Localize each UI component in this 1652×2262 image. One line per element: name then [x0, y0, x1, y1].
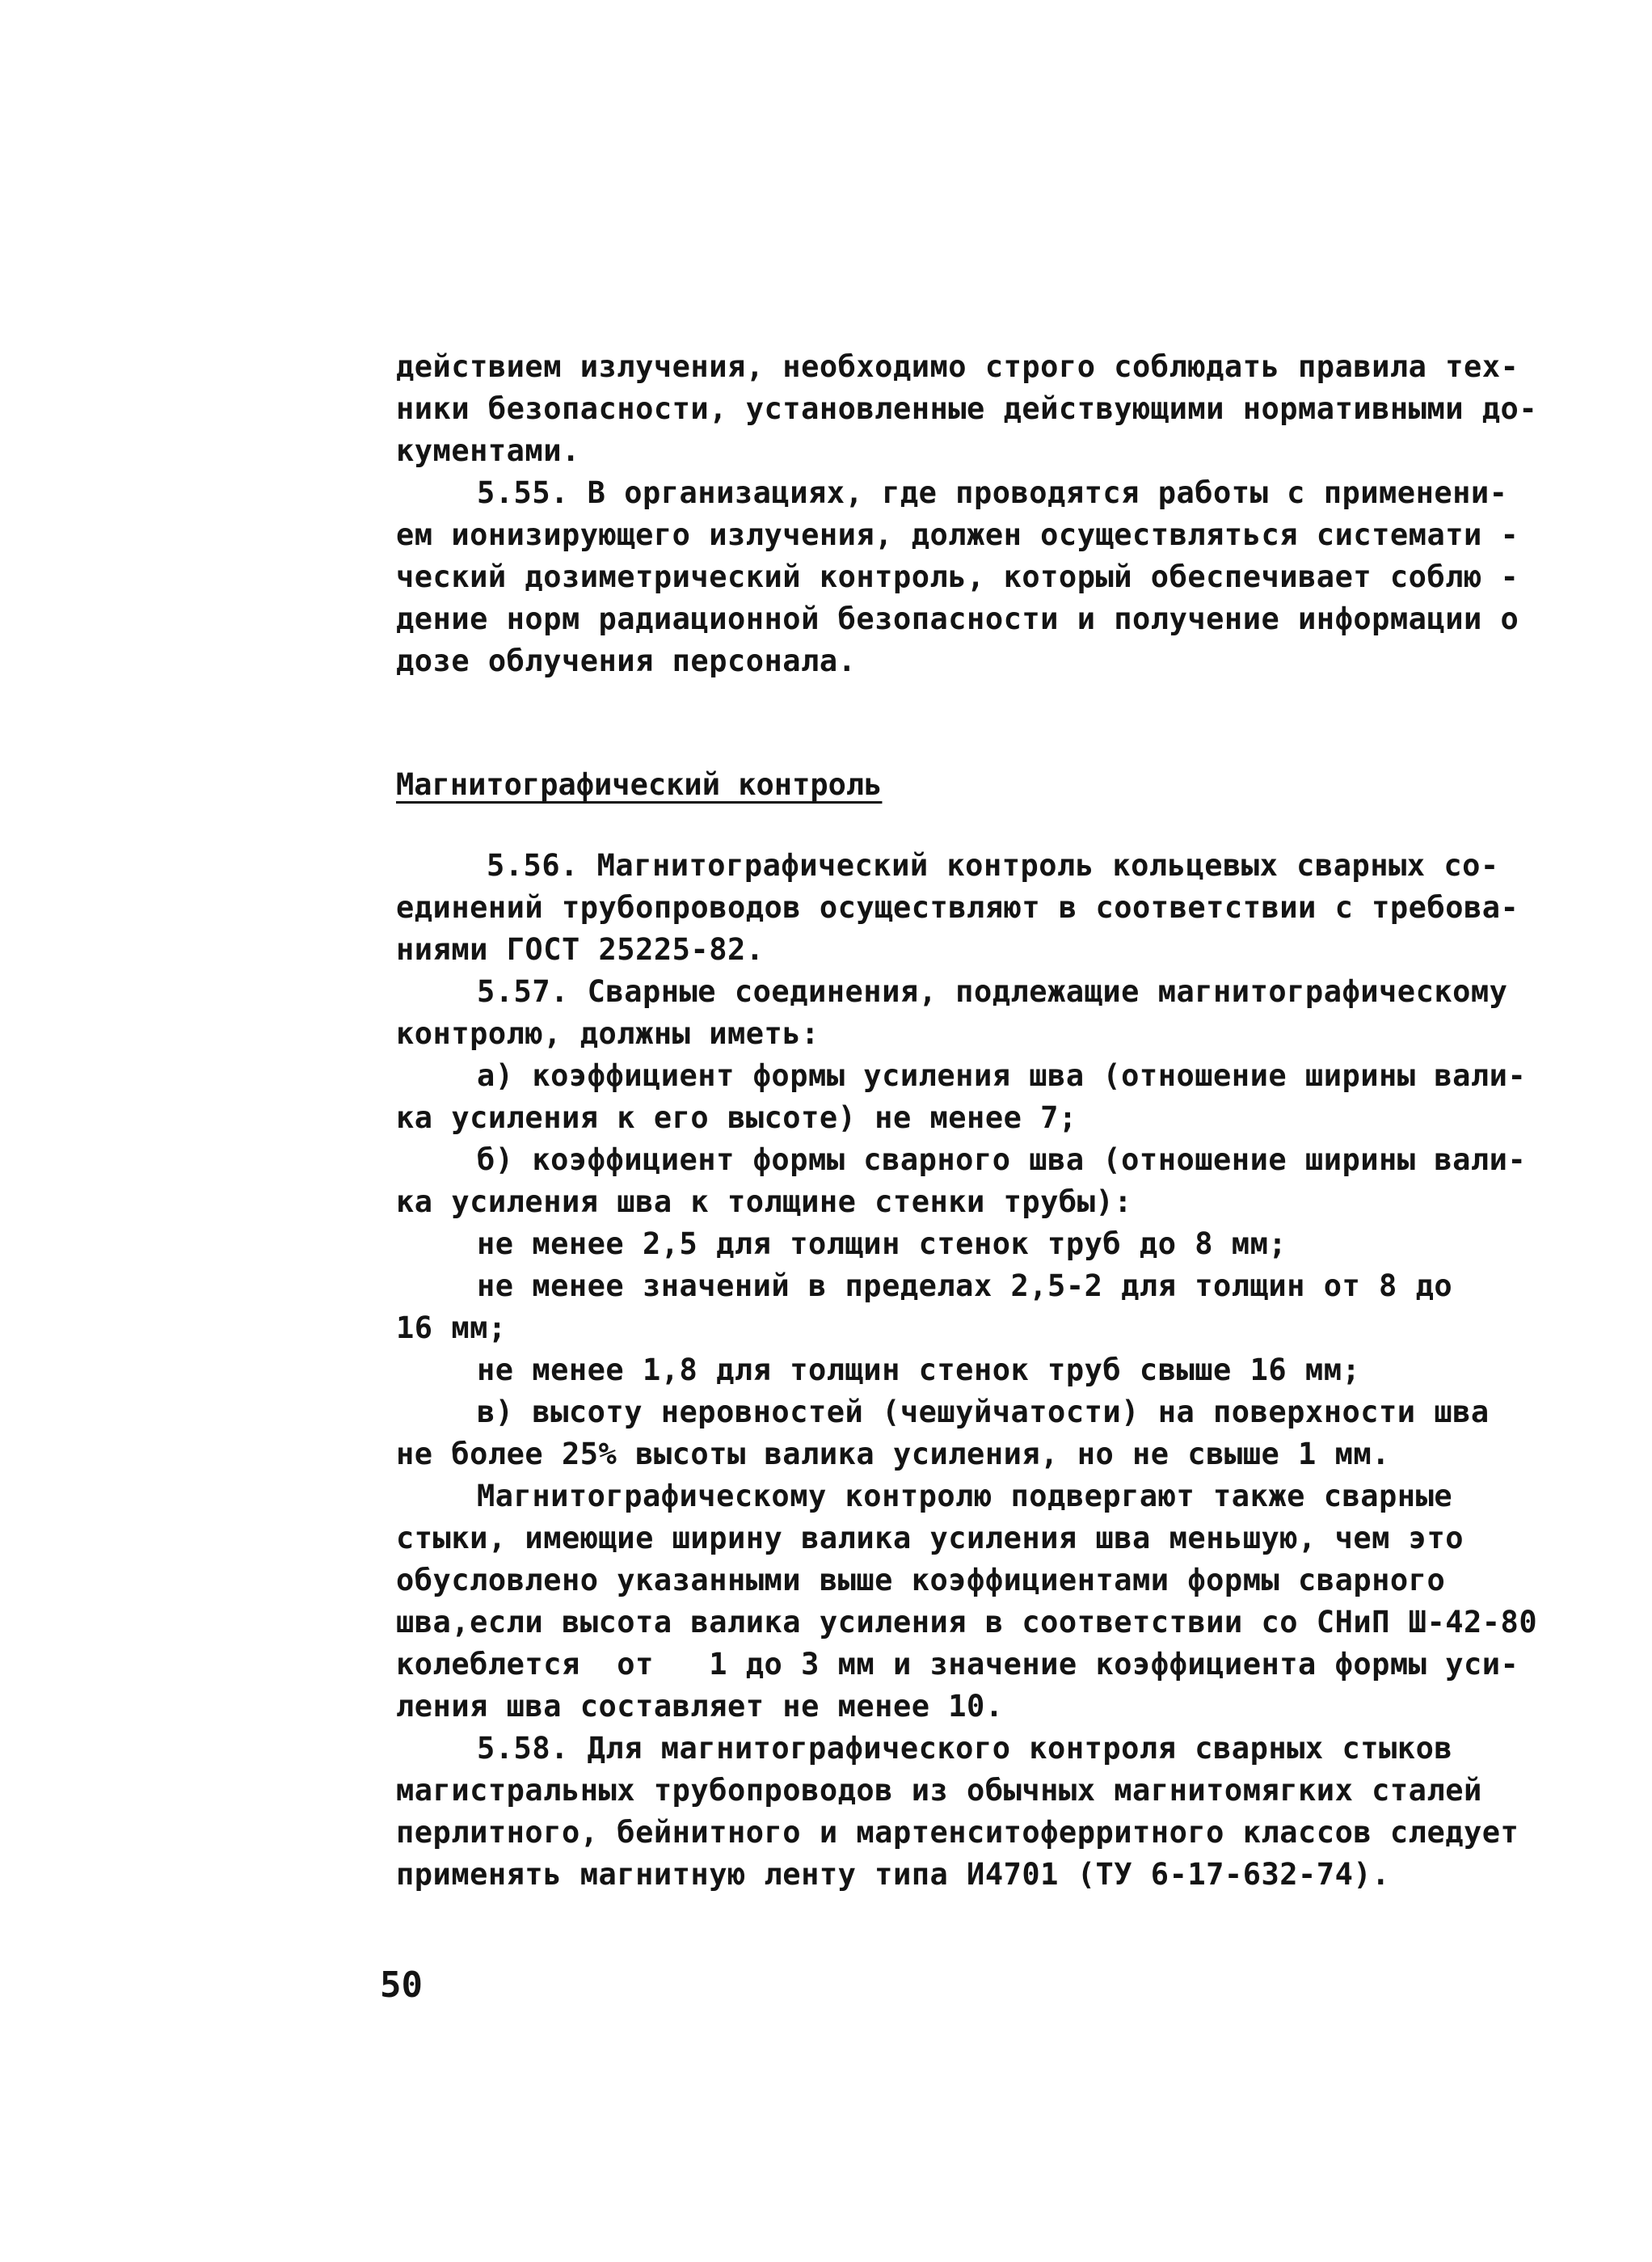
text-line: 16 мм;	[396, 1310, 507, 1345]
text-line: контролю, должны иметь:	[396, 1016, 820, 1051]
text-line: кументами.	[396, 433, 580, 468]
text-line: стыки, имеющие ширину валика усиления шва меньшую, чем это	[396, 1521, 1464, 1555]
text-line: применять магнитную ленту типа И4701 (ТУ 6-17-632-74).	[396, 1857, 1390, 1892]
text-line: колеблется от 1 до 3 мм и значение коэффициента формы уси-	[396, 1647, 1519, 1682]
text-line: магистральных трубопроводов из обычных магнитомягких сталей	[396, 1773, 1482, 1808]
text-line: дозе облучения персонала.	[396, 644, 857, 678]
paragraph-5-58-start: 5.58. Для магнитографического контроля сварных стыков	[477, 1731, 1453, 1766]
text-line: ка усиления к его высоте) не менее 7;	[396, 1100, 1077, 1135]
paragraph-start: Магнитографическому контролю подвергают также сварные	[477, 1479, 1453, 1513]
list-item-b: б) коэффициент формы сварного шва (отношение ширины вали-	[477, 1142, 1527, 1177]
text-line: перлитного, бейнитного и мартенситоферритного классов следует	[396, 1815, 1519, 1850]
paragraph-5-55-start: 5.55. В организациях, где проводятся работы с применени-	[477, 475, 1508, 510]
list-item-a: а) коэффициент формы усиления шва (отношение ширины вали-	[477, 1058, 1527, 1093]
text-line: ем ионизирующего излучения, должен осуществляться системати -	[396, 517, 1519, 552]
text-line: дение норм радиационной безопасности и получение информации о	[396, 601, 1519, 636]
bottom-text-section	[396, 845, 1538, 1896]
page-number: 50	[380, 1964, 423, 2006]
paragraph-5-56-start: 5.56. Магнитографический контроль кольцевых сварных со-	[487, 848, 1499, 883]
text-line: действием излучения, необходимо строго соблюдать правила тех-	[396, 349, 1519, 384]
sub-item: не менее значений в пределах 2,5-2 для толщин от 8 до	[477, 1268, 1453, 1303]
text-line: ка усиления шва к толщине стенки трубы):	[396, 1184, 1133, 1219]
text-line: ческий дозиметрический контроль, который обеспечивает соблю -	[396, 559, 1519, 594]
text-line: единений трубопроводов осуществляют в соответствии с требова-	[396, 890, 1519, 925]
top-text-section	[396, 346, 1538, 682]
sub-item: не менее 1,8 для толщин стенок труб свыше 16 мм;	[477, 1353, 1361, 1387]
text-line: шва,если высота валика усиления в соответствии со СНиП Ш-42-80	[396, 1605, 1538, 1640]
section-heading: Магнитографический контроль	[396, 767, 883, 802]
text-line: не более 25% высоты валика усиления, но не свыше 1 мм.	[396, 1437, 1390, 1471]
paragraph-5-57-start: 5.57. Сварные соединения, подлежащие магнитографическому	[477, 974, 1508, 1009]
text-line: ления шва составляет не менее 10.	[396, 1689, 1004, 1724]
text-line: ниями ГОСТ 25225-82.	[396, 932, 765, 967]
list-item-v: в) высоту неровностей (чешуйчатости) на поверхности шва	[477, 1395, 1490, 1429]
text-line: ники безопасности, установленные действующими нормативными до-	[396, 391, 1538, 426]
text-line: обусловлено указанными выше коэффициентами формы сварного	[396, 1563, 1446, 1597]
sub-item: не менее 2,5 для толщин стенок труб до 8 мм;	[477, 1226, 1287, 1261]
